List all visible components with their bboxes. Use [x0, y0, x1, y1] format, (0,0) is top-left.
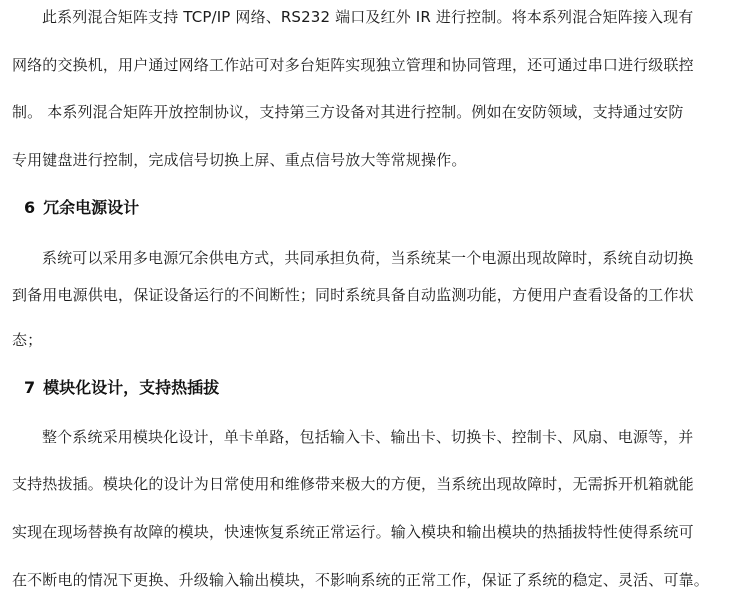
paragraph-line: 实现在现场替换有故障的模块，快速恢复系统正常运行。输入模块和输出模块的热插拔特性使得系统可	[12, 523, 694, 541]
paragraph-line: 整个系统采用模块化设计，单卡单路，包括输入卡、输出卡、切换卡、控制卡、风扇、电源等，并	[42, 428, 694, 446]
paragraph-line: 系统可以采用多电源冗余供电方式，共同承担负荷，当系统某一个电源出现故障时，系统自动切换	[42, 249, 694, 267]
section-title: 冗余电源设计	[43, 198, 140, 217]
paragraph-line: 在不断电的情况下更换、升级输入输出模块，不影响系统的正常工作，保证了系统的稳定、灵活、可靠。	[12, 571, 709, 589]
paragraph-line: 此系列混合矩阵支持 TCP/IP 网络、RS232 端口及红外 IR 进行控制。将本系列混合矩阵接入现有	[42, 8, 694, 26]
paragraph-line: 态；	[12, 331, 43, 349]
section-number: 6	[24, 198, 36, 217]
paragraph-line: 网络的交换机，用户通过网络工作站可对多台矩阵实现独立管理和协同管理，还可通过串口进行级联控	[12, 56, 694, 74]
paragraph-line: 制。 本系列混合矩阵开放控制协议，支持第三方设备对其进行控制。例如在安防领域，支持通过安防	[12, 103, 684, 121]
section-heading	[24, 377, 219, 399]
section-title: 模块化设计，支持热插拔	[43, 378, 220, 397]
section-number: 7	[24, 378, 36, 397]
paragraph-line: 专用键盘进行控制，完成信号切换上屏、重点信号放大等常规操作。	[12, 151, 467, 169]
paragraph-line: 支持热拔插。模块化的设计为日常使用和维修带来极大的方便，当系统出现故障时，无需拆开机箱就能	[12, 475, 694, 493]
paragraph-line: 到备用电源供电，保证设备运行的不间断性；同时系统具备自动监测功能，方便用户查看设备的工作状	[12, 286, 694, 304]
section-heading	[24, 197, 139, 219]
